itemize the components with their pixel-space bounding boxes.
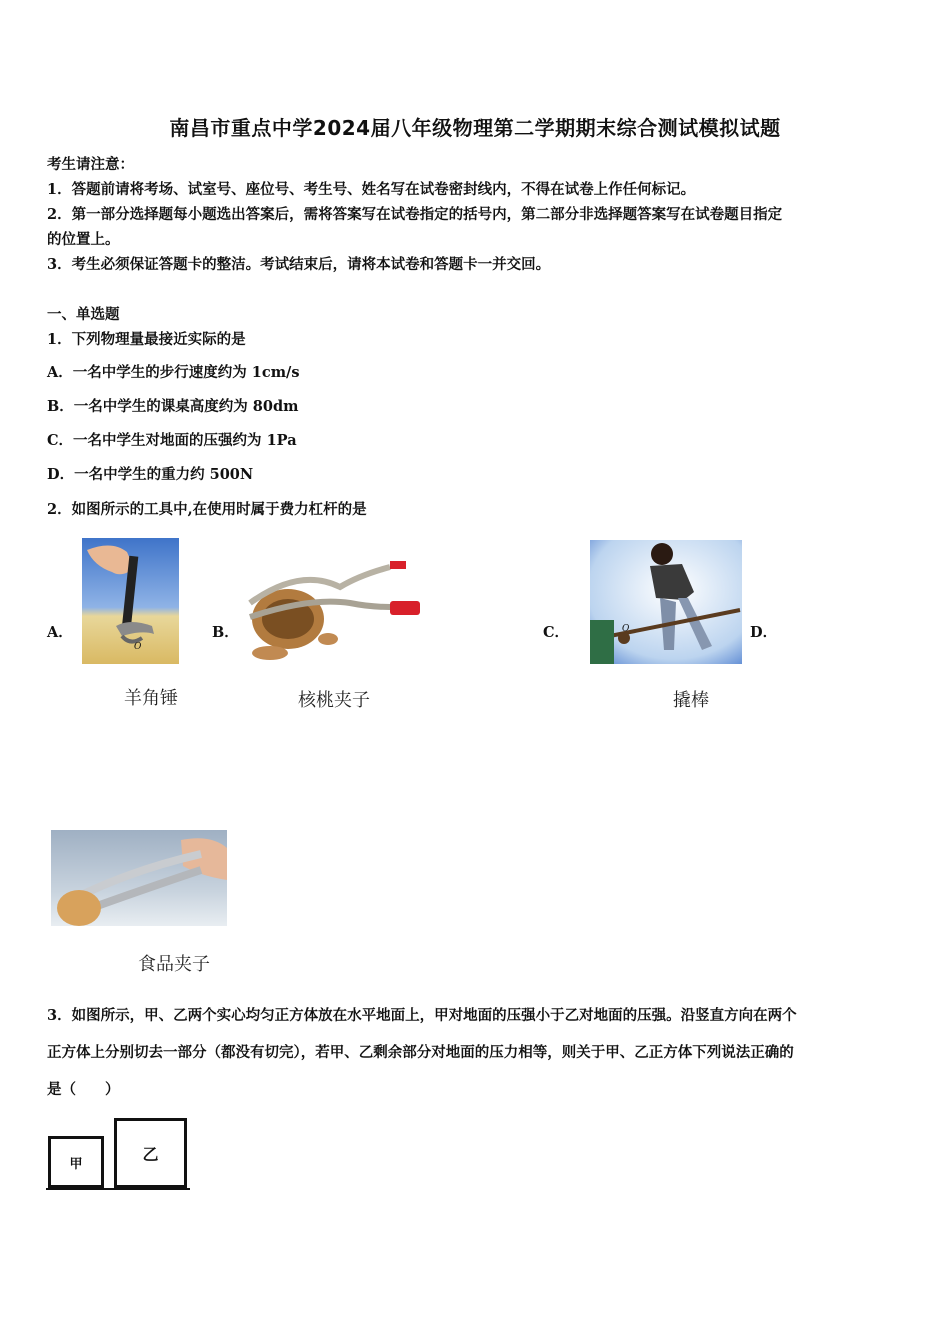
cube-yi	[114, 1118, 187, 1188]
q2-stem: 2．如图所示的工具中,在使用时属于费力杠杆的是	[47, 501, 367, 518]
caption-crowbar: 撬棒	[673, 690, 709, 711]
cube-jia	[48, 1136, 104, 1188]
notice-item-2: 2．第一部分选择题每小题选出答案后，需将答案写在试卷指定的括号内，第二部分非选择题答案写在试卷题目指定	[47, 206, 783, 223]
notice-heading: 考生请注意：	[47, 156, 134, 173]
food-tongs-image	[51, 830, 227, 932]
claw-hammer-image	[82, 538, 179, 664]
q1-option-b: B．一名中学生的课桌高度约为 80dm	[47, 398, 299, 415]
notice-item-3: 3．考生必须保证答题卡的整洁。考试结束后，请将本试卷和答题卡一并交回。	[47, 256, 551, 273]
page-title: 南昌市重点中学2024届八年级物理第二学期期末综合测试模拟试题	[169, 116, 781, 140]
crowbar-image	[590, 540, 742, 664]
caption-nutcracker: 核桃夹子	[298, 690, 370, 711]
q3-stem-line-1: 3．如图所示，甲、乙两个实心均匀正方体放在水平地面上，甲对地面的压强小于乙对地面的压强。沿竖直方向在两个	[47, 1007, 797, 1024]
q3-stem-line-2: 正方体上分别切去一部分（都没有切完），若甲、乙剩余部分对地面的压力相等，则关于甲、乙正方体下列说法正确的	[47, 1044, 794, 1061]
ground-line	[46, 1188, 190, 1190]
q2-label-d: D．	[750, 624, 778, 641]
notice-item-1: 1．答题前请将考场、试室号、座位号、考生号、姓名写在试卷密封线内，不得在试卷上作任何标记。	[47, 181, 696, 198]
caption-claw-hammer: 羊角锤	[124, 688, 178, 709]
nutcracker-image	[240, 557, 423, 667]
q2-label-b: B．	[212, 624, 239, 641]
q3-stem-line-3: 是（ ）	[47, 1081, 120, 1098]
q2-label-c: C．	[543, 624, 570, 641]
pivot-label-c: O	[622, 624, 630, 634]
caption-food-tongs: 食品夹子	[138, 954, 210, 975]
section-heading: 一、单选题	[47, 306, 120, 323]
q2-label-a: A．	[47, 624, 73, 641]
q1-stem: 1．下列物理量最接近实际的是	[47, 331, 246, 348]
cube-yi-label: 乙	[142, 1144, 159, 1164]
notice-item-2-cont: 的位置上。	[47, 231, 120, 248]
q1-option-c: C．一名中学生对地面的压强约为 1Pa	[47, 432, 297, 449]
cube-jia-label: 甲	[69, 1156, 83, 1172]
q1-option-d: D．一名中学生的重力约 500N	[47, 466, 254, 483]
q1-option-a: A．一名中学生的步行速度约为 1cm/s	[47, 364, 300, 381]
pivot-label-a: O	[134, 642, 142, 652]
